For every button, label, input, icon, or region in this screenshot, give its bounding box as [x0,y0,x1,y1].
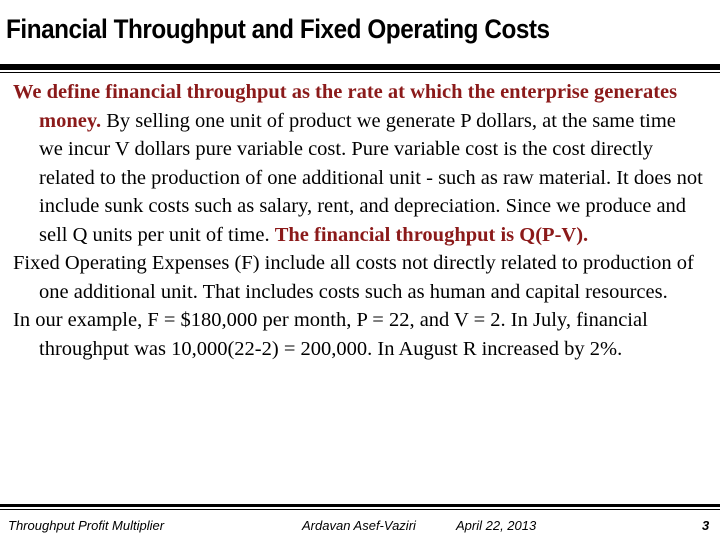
footer-divider [0,504,720,507]
page-number: 3 [702,518,710,533]
footer-divider-thin [0,509,720,510]
footer-date: April 22, 2013 [456,518,537,533]
slide-body [13,78,703,363]
title-divider-thin [0,72,720,73]
definition-highlight: We define financial throughput as the rate at which the enterprise generates money. [13,81,678,132]
paragraph-definition [13,78,703,249]
footer-author: Ardavan Asef-Vaziri [302,518,416,533]
formula-highlight: The financial throughput is Q(P-V). [274,223,589,246]
footer-course: Throughput Profit Multiplier [8,518,165,533]
slide-title: Financial Throughput and Fixed Operating Costs [6,14,550,44]
title-divider [0,64,720,70]
paragraph-example: In our example, F = $180,000 per month, P = 22, and V = 2. In July, financial throughput was 10,000(22-2) = 200,000. In August R increased by 2%. [13,309,648,360]
paragraph-fixed-expenses: Fixed Operating Expenses (F) include all costs not directly related to production of one additional unit. That includes costs such as human and capital resources. [13,252,694,303]
definition-text: By selling one unit of product we generate P dollars, at the same time we incur V dollars pure variable cost. Pure variable cost is the cost directly related to the production of one additional unit - such as raw material. It does not include sunk costs such as salary, rent, and depreciation. Since we produce and sell Q units per unit of time. [39,109,703,246]
